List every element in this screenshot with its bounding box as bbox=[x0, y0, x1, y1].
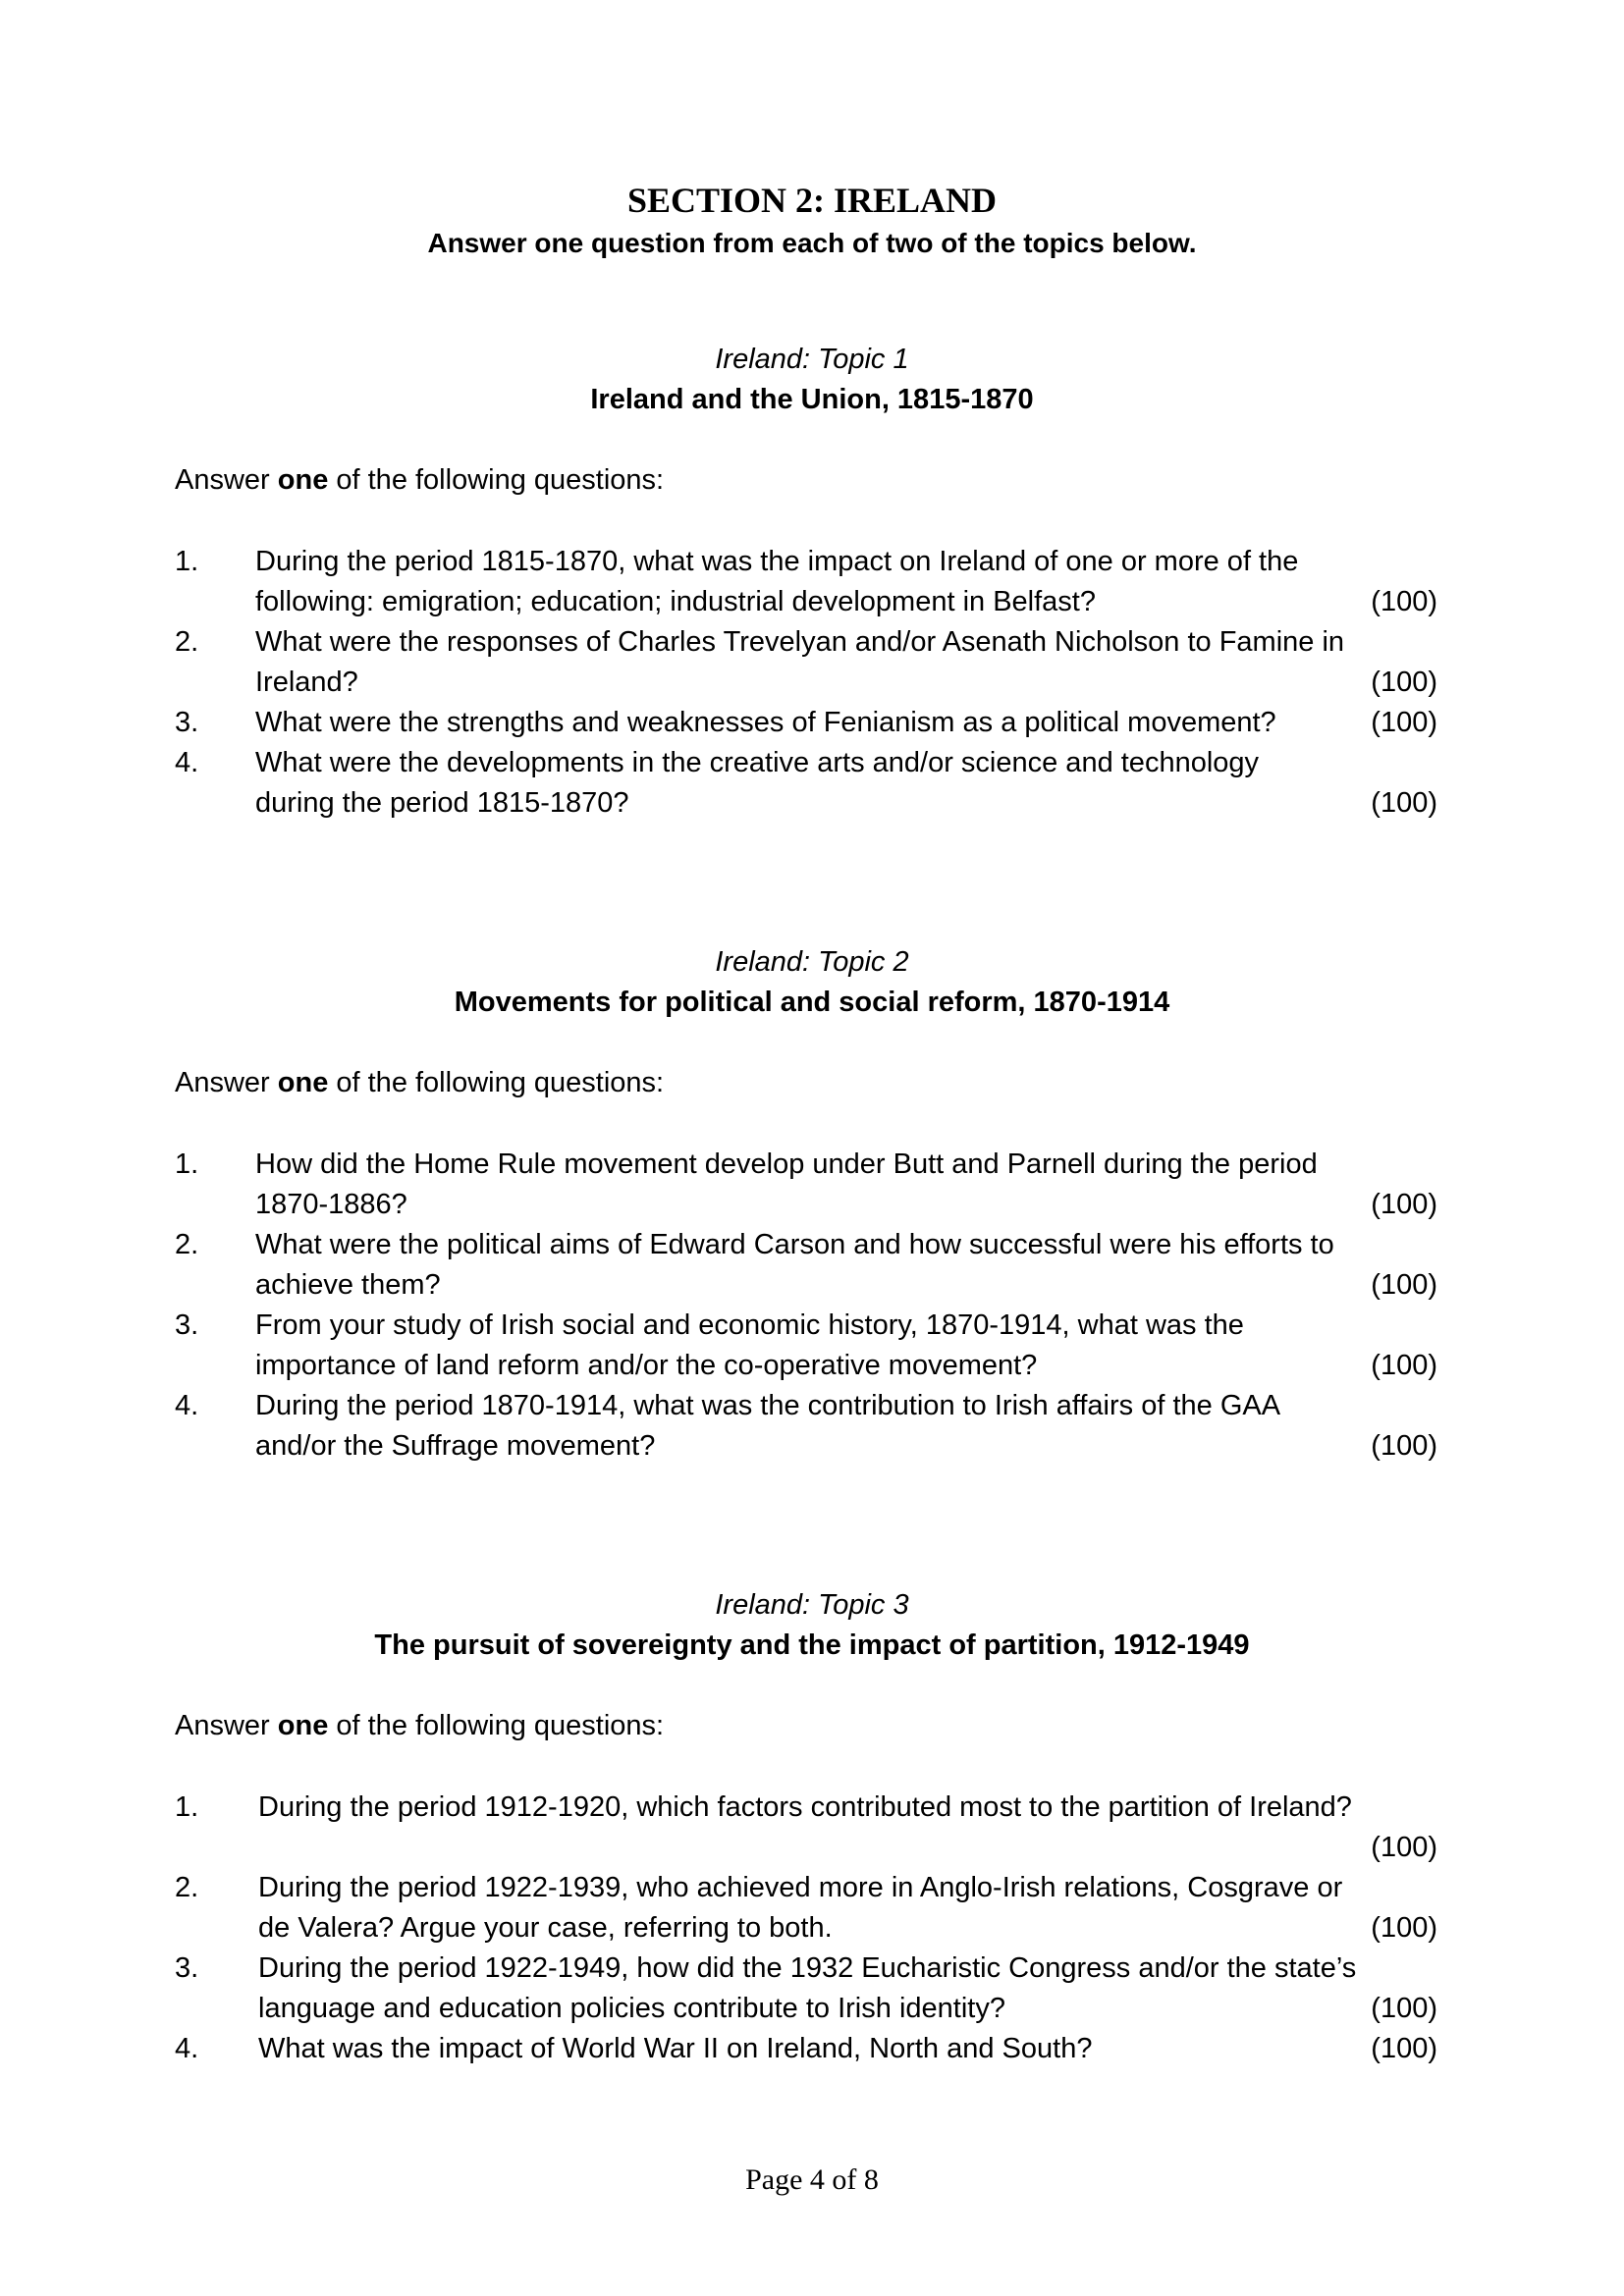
question-text: During the period 1870-1914, what was the contribution to Irish affairs of the GAA bbox=[255, 1390, 1281, 1421]
question-mark: (100) bbox=[1371, 1350, 1437, 1381]
question-mark: (100) bbox=[1371, 1269, 1437, 1301]
topic-1-questions bbox=[175, 542, 1437, 824]
question-number: 2. bbox=[175, 1872, 199, 1903]
question-text: What were the strengths and weaknesses of Fenianism as a political movement? bbox=[255, 707, 1276, 738]
topic-3-questions bbox=[175, 1788, 1437, 2069]
question-number: 3. bbox=[175, 1952, 199, 1984]
question-number: 4. bbox=[175, 1390, 199, 1421]
question-item bbox=[175, 1949, 1437, 2029]
question-text: What were the political aims of Edward Carson and how successful were his efforts to bbox=[255, 1229, 1334, 1260]
question-mark: (100) bbox=[1371, 2033, 1437, 2064]
question-number: 3. bbox=[175, 707, 199, 738]
question-number: 4. bbox=[175, 2033, 199, 2064]
question-text: language and education policies contribute to Irish identity? bbox=[258, 1993, 1005, 2024]
question-text: achieve them? bbox=[255, 1269, 441, 1301]
section-instruction: Answer one question from each of two of the topics below. bbox=[427, 228, 1197, 258]
question-text: Ireland? bbox=[255, 667, 358, 698]
question-mark: (100) bbox=[1371, 667, 1437, 698]
question-text: and/or the Suffrage movement? bbox=[255, 1430, 656, 1462]
question-item bbox=[175, 1788, 1437, 1868]
topic-2-label: Ireland: Topic 2 bbox=[715, 946, 909, 978]
question-text: during the period 1815-1870? bbox=[255, 787, 629, 819]
question-text: From your study of Irish social and economic history, 1870-1914, what was the bbox=[255, 1309, 1244, 1341]
topic-3-label: Ireland: Topic 3 bbox=[715, 1589, 909, 1621]
question-text: What were the developments in the creative arts and/or science and technology bbox=[255, 747, 1260, 778]
question-mark: (100) bbox=[1371, 1832, 1437, 1863]
question-text: 1870-1886? bbox=[255, 1189, 407, 1220]
question-mark: (100) bbox=[1371, 1430, 1437, 1462]
section-title: SECTION 2: IRELAND bbox=[626, 181, 998, 220]
topic-3-title: The pursuit of sovereignty and the impact of partition, 1912-1949 bbox=[374, 1629, 1250, 1661]
question-item bbox=[175, 1225, 1437, 1306]
question-text: During the period 1922-1949, how did the 1932 Eucharistic Congress and/or the state’s bbox=[258, 1952, 1357, 1984]
topic-2-questions bbox=[175, 1145, 1437, 1467]
question-number: 2. bbox=[175, 1229, 199, 1260]
question-mark: (100) bbox=[1371, 707, 1437, 738]
question-number: 3. bbox=[175, 1309, 199, 1341]
question-item bbox=[175, 622, 1437, 703]
question-number: 1. bbox=[175, 1148, 199, 1180]
topic-1-answer-instruction: Answer one of the following questions: bbox=[175, 464, 665, 496]
question-item bbox=[175, 1868, 1437, 1949]
topic-1-title: Ireland and the Union, 1815-1870 bbox=[590, 384, 1034, 415]
page-number: Page 4 of 8 bbox=[745, 2163, 879, 2196]
question-text: following: emigration; education; industrial development in Belfast? bbox=[255, 586, 1096, 617]
question-item bbox=[175, 703, 1437, 743]
question-item bbox=[175, 1386, 1437, 1467]
topic-3-answer-instruction: Answer one of the following questions: bbox=[175, 1710, 665, 1741]
topic-1-label: Ireland: Topic 1 bbox=[715, 344, 909, 375]
question-item bbox=[175, 1145, 1437, 1225]
question-text: During the period 1815-1870, what was the impact on Ireland of one or more of the bbox=[255, 546, 1299, 577]
question-text: importance of land reform and/or the co-operative movement? bbox=[255, 1350, 1038, 1381]
question-number: 2. bbox=[175, 626, 199, 658]
question-mark: (100) bbox=[1371, 1912, 1437, 1944]
question-text: What were the responses of Charles Trevelyan and/or Asenath Nicholson to Famine in bbox=[255, 626, 1345, 658]
question-item bbox=[175, 743, 1437, 824]
topic-2-answer-instruction: Answer one of the following questions: bbox=[175, 1067, 665, 1098]
question-text: What was the impact of World War II on Ireland, North and South? bbox=[258, 2033, 1093, 2064]
question-text: de Valera? Argue your case, referring to both. bbox=[258, 1912, 833, 1944]
question-item bbox=[175, 542, 1437, 622]
question-mark: (100) bbox=[1371, 787, 1437, 819]
question-item bbox=[175, 1306, 1437, 1386]
question-item bbox=[175, 2029, 1437, 2069]
question-number: 1. bbox=[175, 546, 199, 577]
question-mark: (100) bbox=[1371, 586, 1437, 617]
question-text: During the period 1922-1939, who achieved more in Anglo-Irish relations, Cosgrave or bbox=[258, 1872, 1343, 1903]
question-mark: (100) bbox=[1371, 1993, 1437, 2024]
question-text: How did the Home Rule movement develop under Butt and Parnell during the period bbox=[255, 1148, 1318, 1180]
question-mark: (100) bbox=[1371, 1189, 1437, 1220]
question-text: During the period 1912-1920, which factors contributed most to the partition of Ireland? bbox=[258, 1791, 1352, 1823]
question-number: 1. bbox=[175, 1791, 199, 1823]
topic-2-title: Movements for political and social reform, 1870-1914 bbox=[454, 987, 1170, 1018]
question-number: 4. bbox=[175, 747, 199, 778]
